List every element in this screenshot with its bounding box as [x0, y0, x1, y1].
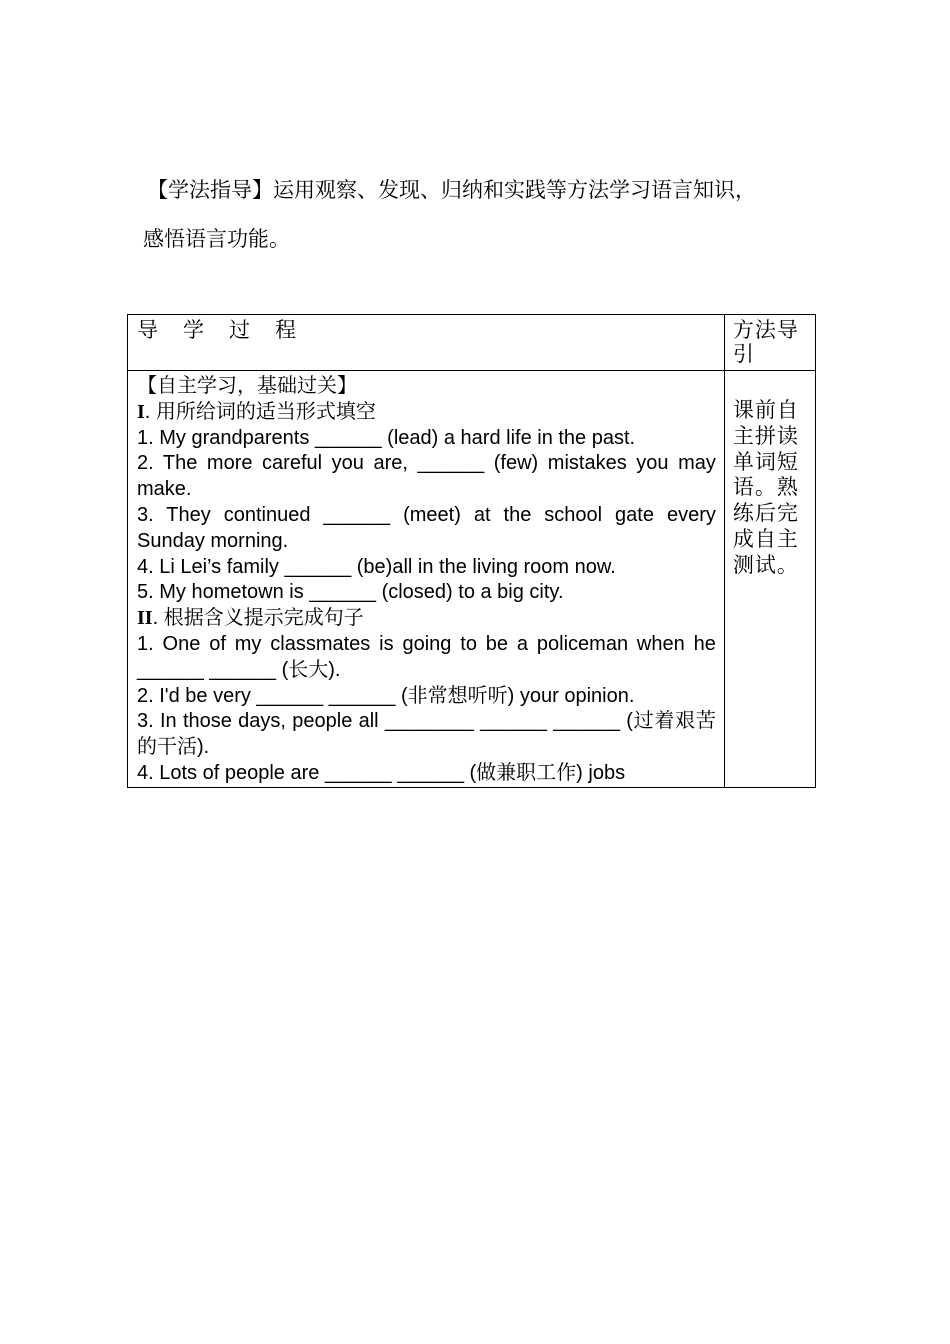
method-note: 课前自主拼读单词短语。熟练后完成自主测试。	[732, 399, 799, 577]
part2-title: . 根据含义提示完成句子	[152, 607, 364, 630]
part1-heading	[137, 400, 716, 426]
section-title: 【自主学习，基础过关】	[137, 375, 357, 397]
exercise-item: 1. My grandparents ______ (lead) a hard life in the past.	[137, 426, 636, 449]
method-header-label: 方法导引	[732, 319, 799, 366]
lesson-table	[127, 314, 816, 788]
exercise-item: 4. Li Lei’s family ______ (be)all in the living room now.	[137, 555, 616, 578]
method-header-cell	[724, 315, 815, 371]
method-cell	[724, 371, 815, 788]
study-guide-line-1: 【学法指导】运用观察、发现、归纳和实践等方法学习语言知识，	[147, 179, 756, 202]
process-header-char: 程	[275, 319, 296, 342]
process-header-char: 学	[183, 319, 204, 342]
exercise-item: 3. In those days, people all ________ ______ ______ (过着艰苦的干活).	[137, 710, 716, 759]
part1-title: . 用所给词的适当形式填空	[144, 400, 376, 423]
study-guide-line-2: 感悟语言功能。	[143, 228, 290, 251]
table-header-row	[128, 315, 816, 371]
exercise-item: 5. My hometown is ______ (closed) to a big city.	[137, 581, 564, 604]
exercise-item: 3. They continued ______ (meet) at the school gate every Sunday morning.	[137, 503, 716, 552]
process-header-char: 导	[137, 319, 158, 342]
table-body-row	[128, 371, 816, 788]
process-header-char: 过	[229, 319, 250, 342]
exercise-cell	[128, 371, 725, 788]
exercise-item: 4. Lots of people are ______ ______ (做兼职工作) jobs	[137, 761, 626, 784]
part1-numeral: I	[137, 400, 145, 423]
exercise-item: 2. I'd be very ______ ______ (非常想听听) your opinion.	[137, 684, 635, 707]
part2-numeral: II	[137, 607, 153, 630]
part2-heading	[137, 606, 716, 632]
exercise-item: 1. One of my classmates is going to be a policeman when he ______ ______ (长大).	[137, 632, 716, 681]
process-header-cell	[128, 315, 725, 371]
exercise-item: 2. The more careful you are, ______ (few) mistakes you may make.	[137, 452, 716, 501]
